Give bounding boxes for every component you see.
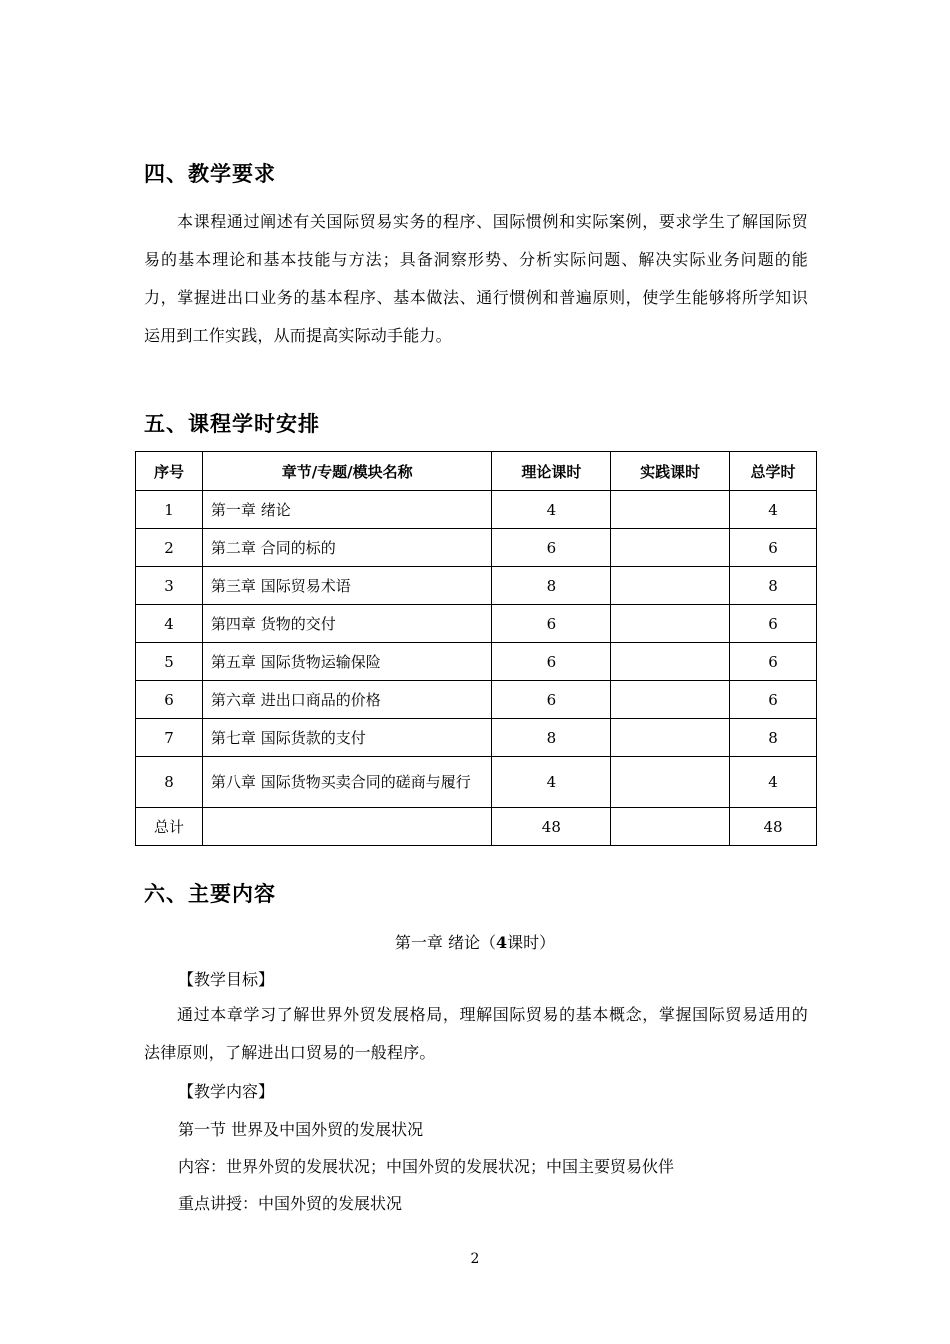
cell-theory: 8	[492, 719, 611, 757]
cell-total: 4	[730, 757, 817, 808]
cell-name: 第一章 绪论	[202, 491, 492, 529]
cell-practice	[611, 643, 730, 681]
cell-name: 第八章 国际货物买卖合同的磋商与履行	[202, 757, 492, 808]
goal-label: 【教学目标】	[178, 970, 275, 989]
cell-practice	[611, 529, 730, 567]
cell-theory: 6	[492, 643, 611, 681]
chapter-title	[0, 930, 950, 953]
schedule-table	[135, 451, 817, 846]
cell-name: 第三章 国际贸易术语	[202, 567, 492, 605]
cell-no: 5	[136, 643, 203, 681]
cell-total: 4	[730, 491, 817, 529]
cell-practice	[611, 491, 730, 529]
col-header-practice: 实践课时	[611, 452, 730, 491]
table-row	[136, 681, 817, 719]
section-4-paragraph: 本课程通过阐述有关国际贸易实务的程序、国际惯例和实际案例，要求学生了解国际贸易的基本理论和基本技能与方法；具备洞察形势、分析实际问题、解决实际业务问题的能力，掌握进出口业务的基本程序、基本做法、通行惯例和普遍原则，使学生能够将所学知识运用到工作实践，从而提高实际动手能力。	[144, 212, 808, 345]
cell-no: 6	[136, 681, 203, 719]
cell-name: 第六章 进出口商品的价格	[202, 681, 492, 719]
table-row	[136, 643, 817, 681]
cell-total: 8	[730, 567, 817, 605]
cell-theory: 48	[492, 808, 611, 846]
table-row	[136, 605, 817, 643]
cell-no: 8	[136, 757, 203, 808]
cell-no: 7	[136, 719, 203, 757]
cell-total: 6	[730, 605, 817, 643]
key-points-line: 重点讲授：中国外贸的发展状况	[178, 1194, 403, 1213]
cell-theory: 6	[492, 681, 611, 719]
cell-practice	[611, 567, 730, 605]
content-line: 内容：世界外贸的发展状况；中国外贸的发展状况；中国主要贸易伙伴	[178, 1157, 675, 1176]
section-4-title: 四、教学要求	[144, 162, 276, 186]
chapter-title-pre: 第一章 绪论（	[394, 933, 496, 952]
goal-paragraph: 通过本章学习了解世界外贸发展格局，理解国际贸易的基本概念，掌握国际贸易适用的法律原则，了解进出口贸易的一般程序。	[144, 1005, 808, 1062]
chapter-title-hours: 4	[495, 933, 508, 952]
cell-no: 3	[136, 567, 203, 605]
cell-no: 4	[136, 605, 203, 643]
cell-theory: 4	[492, 491, 611, 529]
cell-total: 8	[730, 719, 817, 757]
cell-name: 第七章 国际货款的支付	[202, 719, 492, 757]
cell-no: 2	[136, 529, 203, 567]
cell-practice	[611, 681, 730, 719]
cell-practice	[611, 808, 730, 846]
content-label: 【教学内容】	[178, 1082, 275, 1101]
cell-total: 48	[730, 808, 817, 846]
table-row	[136, 719, 817, 757]
cell-practice	[611, 605, 730, 643]
cell-total: 6	[730, 529, 817, 567]
cell-name: 第二章 合同的标的	[202, 529, 492, 567]
cell-no: 总计	[136, 808, 203, 846]
cell-theory: 6	[492, 605, 611, 643]
col-header-theory: 理论课时	[492, 452, 611, 491]
cell-theory: 4	[492, 757, 611, 808]
col-header-name: 章节/专题/模块名称	[202, 452, 492, 491]
cell-name	[202, 808, 492, 846]
table-total-row	[136, 808, 817, 846]
table-header-row	[136, 452, 817, 491]
cell-practice	[611, 719, 730, 757]
cell-total: 6	[730, 643, 817, 681]
table-row	[136, 491, 817, 529]
cell-theory: 8	[492, 567, 611, 605]
page-number: 2	[470, 1251, 480, 1267]
cell-total: 6	[730, 681, 817, 719]
cell-no: 1	[136, 491, 203, 529]
section-heading: 第一节 世界及中国外贸的发展状况	[178, 1120, 424, 1139]
col-header-no: 序号	[136, 452, 203, 491]
table-row	[136, 567, 817, 605]
cell-practice	[611, 757, 730, 808]
table-row	[136, 529, 817, 567]
table-row	[136, 757, 817, 808]
col-header-total: 总学时	[730, 452, 817, 491]
cell-name: 第四章 货物的交付	[202, 605, 492, 643]
section-5-title: 五、课程学时安排	[144, 412, 320, 436]
chapter-title-post: 课时）	[507, 933, 556, 952]
cell-name: 第五章 国际货物运输保险	[202, 643, 492, 681]
cell-theory: 6	[492, 529, 611, 567]
section-6-title: 六、主要内容	[144, 882, 276, 906]
